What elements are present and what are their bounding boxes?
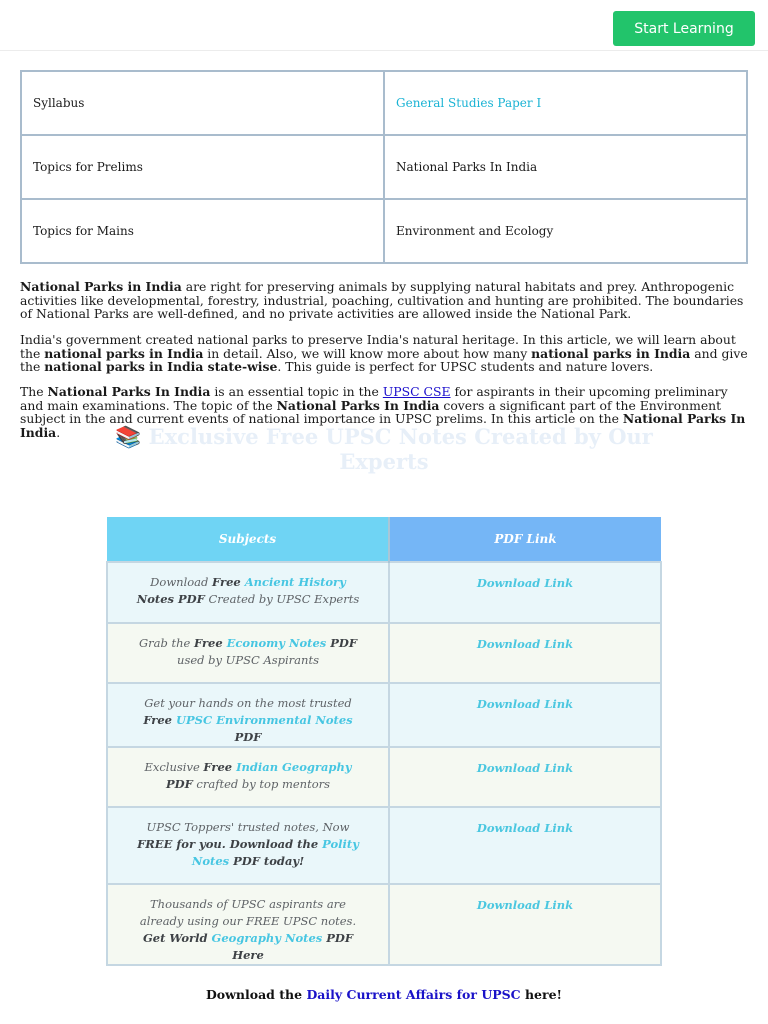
table-row [21,135,747,199]
paragraph-text: is an essential topic in the [210,384,383,399]
cell-text: Grab the [138,636,194,650]
cell-bold-text: PDF today! [229,854,305,868]
cell-text: used by UPSC Aspirants [177,653,319,667]
cell-text: Download [150,575,213,589]
bold-term: National Parks in India [20,279,182,294]
bold-term: National Parks In India [47,384,211,399]
upsc-cse-link[interactable]: UPSC CSE [382,384,451,399]
footer-text: here! [520,987,563,1002]
download-link[interactable]: Download Link [389,807,661,884]
cell-bold-text: Free [193,636,227,650]
paragraph-text: The [20,384,48,399]
cell-text: crafted by top mentors [192,777,331,791]
cell-text: Exclusive [144,760,204,774]
mains-topics-value: Environment and Ecology [384,199,747,263]
table-row [107,562,661,623]
daily-current-affairs-link[interactable]: Daily Current Affairs for UPSC [306,987,521,1002]
free-notes-heading: 📚 Exclusive Free UPSC Notes Created by Our Experts [115,424,653,474]
subject-cell [107,747,389,807]
intro-paragraph [20,280,748,321]
paragraph-text: . [56,424,61,440]
paragraph-text: in detail. Also, we will know more about how many [203,345,532,361]
cell-bold-text: Get World [142,931,212,945]
cell-text: Thousands of UPSC aspirants are already using our FREE UPSC notes. [139,897,357,928]
table-row [21,199,747,263]
subject-cell [107,807,389,884]
cell-text: UPSC Toppers' trusted notes, Now [146,820,350,834]
indian-geography-link[interactable]: Indian Geography [236,760,352,774]
paragraph-text: . This guide is perfect for UPSC students and nature lovers. [277,359,654,374]
download-link[interactable]: Download Link [389,623,661,683]
article-paragraph [20,333,748,374]
subject-cell [107,683,389,747]
paragraph-text: are right for preserving animals by supplying natural habitats and prey. Anthropogenic activities like developmental, forestry, industrial, poaching, cultivation and hunting are prohibited. The boundaries of National Parks are well-defined, and no private activities are allowed inside the National Park. [20,279,744,321]
syllabus-info-table [20,70,748,264]
bold-term: national parks in India [44,345,204,361]
environmental-notes-link[interactable]: UPSC Environmental Notes [175,713,353,727]
world-geography-link[interactable]: Geography Notes [211,931,323,945]
mains-topics-label: Topics for Mains [21,199,384,263]
download-link[interactable]: Download Link [389,884,661,965]
bold-term: national parks in India [531,345,691,361]
top-bar [0,0,768,51]
syllabus-value-link[interactable]: General Studies Paper I [384,71,747,135]
table-header-row [107,517,661,562]
cell-bold-text: Free [212,575,245,589]
polity-notes-link[interactable]: Polity Notes [191,837,359,868]
cell-bold-text: PDF [234,730,262,744]
prelims-topics-value: National Parks In India [384,135,747,199]
subject-cell [107,562,389,623]
syllabus-label: Syllabus [21,71,384,135]
bold-term: national parks in India state-wise [44,359,278,374]
subject-cell [107,623,389,683]
current-affairs-line [0,987,768,1002]
download-link[interactable]: Download Link [389,747,661,807]
table-row [21,71,747,135]
cell-text: Created by UPSC Experts [204,592,360,606]
cell-bold-text: PDF [326,636,358,650]
paragraph-text: India's government created national parks to preserve India's natural heritage. In this article, we will learn about the [20,332,736,361]
table-row [107,747,661,807]
download-link[interactable]: Download Link [389,683,661,747]
free-notes-table [106,517,662,966]
cell-bold-text: Free [143,713,176,727]
bold-term: National Parks In India [276,397,440,413]
footer-text: Download the [205,987,307,1002]
cell-bold-text: Notes PDF [136,592,205,606]
subjects-column-header: Subjects [107,517,389,562]
cell-text: Get your hands on the most trusted [144,696,352,710]
economy-notes-link[interactable]: Economy Notes [226,636,327,650]
start-learning-button[interactable]: Start Learning [613,11,755,46]
subject-cell [107,884,389,965]
cell-bold-text: Free [203,760,237,774]
pdf-link-column-header: PDF Link [389,517,661,562]
bold-term: National Parks In India [20,411,746,440]
prelims-topics-label: Topics for Prelims [21,135,384,199]
table-row [107,623,661,683]
ancient-history-link[interactable]: Ancient History [244,575,346,589]
table-row [107,683,661,747]
paragraph-text: covers a significant part of the Environment subject in the and current events of national importance in UPSC prelims. In this article on the [20,397,722,426]
cell-bold-text: PDF [165,777,193,791]
paragraph-text: and give the [20,345,748,374]
table-row [107,884,661,965]
download-link[interactable]: Download Link [389,562,661,623]
paragraph-text: for aspirants in their upcoming preliminary and main examinations. The topic of the [20,384,728,413]
cell-bold-text: FREE for you. Download the [137,837,323,851]
table-row [107,807,661,884]
cell-bold-text: PDF Here [232,931,354,962]
